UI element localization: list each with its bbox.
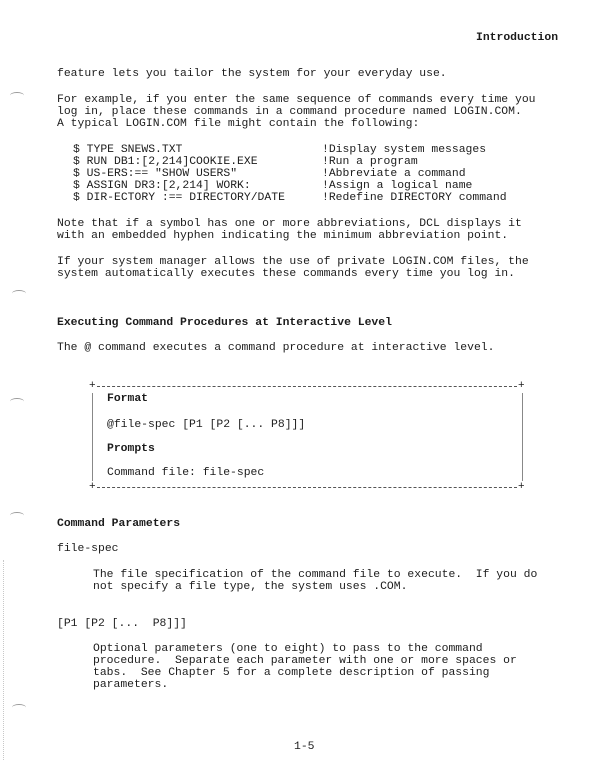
p-desc-line-4: parameters.: [93, 679, 169, 691]
binder-hole-mark: [12, 290, 26, 297]
example-paragraph-line-2: log in, place these commands in a command procedure named LOGIN.COM.: [57, 106, 522, 118]
parameters-heading: Command Parameters: [57, 518, 181, 530]
filespec-desc-line-1: The file specification of the command file to execute. If you do: [93, 569, 538, 581]
binder-hole-mark: [10, 512, 24, 519]
p-desc-line-2: procedure. Separate each parameter with one or more spaces or: [93, 655, 517, 667]
binder-hole-mark: [10, 398, 24, 405]
box-top-border: [97, 386, 517, 387]
section-heading: Executing Command Procedures at Interactive Level: [57, 317, 392, 329]
box-corner: +: [518, 481, 525, 493]
box-bottom-border: [97, 487, 517, 488]
box-corner: +: [518, 380, 525, 392]
p-desc-line-3: tabs. See Chapter 5 for a complete description of passing: [93, 667, 490, 679]
code-comment: !Abbreviate a command: [322, 168, 466, 180]
code-comment: !Display system messages: [322, 144, 487, 156]
parameter-term-p: [P1 [P2 [... P8]]]: [57, 618, 187, 630]
note-line-1: Note that if a symbol has one or more abbreviations, DCL displays it: [57, 218, 522, 230]
code-comment: !Redefine DIRECTORY command: [322, 192, 507, 204]
page-number: 1-5: [294, 741, 315, 753]
parameter-term-filespec: file-spec: [57, 543, 119, 555]
p-desc-line-1: Optional parameters (one to eight) to pass to the command: [93, 643, 483, 655]
private-login-line-2: system automatically executes these commands every time you log in.: [57, 268, 515, 280]
code-command: $ US-ERS:== "SHOW USERS": [73, 168, 238, 180]
private-login-line-1: If your system manager allows the use of private LOGIN.COM files, the: [57, 256, 529, 268]
code-command: $ RUN DB1:[2,214]COOKIE.EXE: [73, 156, 258, 168]
filespec-desc-line-2: not specify a file type, the system uses .COM.: [93, 581, 408, 593]
box-right-border: [522, 393, 523, 481]
code-command: $ ASSIGN DR3:[2,214] WORK:: [73, 180, 251, 192]
box-left-border: [92, 393, 93, 481]
binder-hole-mark: [10, 92, 24, 99]
example-paragraph-line-3: A typical LOGIN.COM file might contain the following:: [57, 118, 420, 130]
intro-line: feature lets you tailor the system for your everyday use.: [57, 68, 447, 80]
format-label: Format: [107, 393, 149, 405]
prompt-text: Command file: file-spec: [107, 467, 265, 479]
code-comment: !Assign a logical name: [322, 180, 473, 192]
note-line-2: with an embedded hyphen indicating the minimum abbreviation point.: [57, 230, 509, 242]
running-header: Introduction: [476, 32, 559, 44]
box-corner: +: [89, 380, 96, 392]
example-paragraph-line-1: For example, if you enter the same sequence of commands every time you: [57, 94, 536, 106]
page-edge-shadow: [3, 560, 4, 760]
code-comment: !Run a program: [322, 156, 418, 168]
section-intro: The @ command executes a command procedure at interactive level.: [57, 342, 495, 354]
format-syntax: @file-spec [P1 [P2 [... P8]]]: [107, 419, 306, 431]
box-corner: +: [89, 481, 96, 493]
binder-hole-mark: [12, 704, 26, 711]
code-command: $ DIR-ECTORY :== DIRECTORY/DATE: [73, 192, 285, 204]
prompts-label: Prompts: [107, 443, 155, 455]
code-command: $ TYPE SNEWS.TXT: [73, 144, 183, 156]
